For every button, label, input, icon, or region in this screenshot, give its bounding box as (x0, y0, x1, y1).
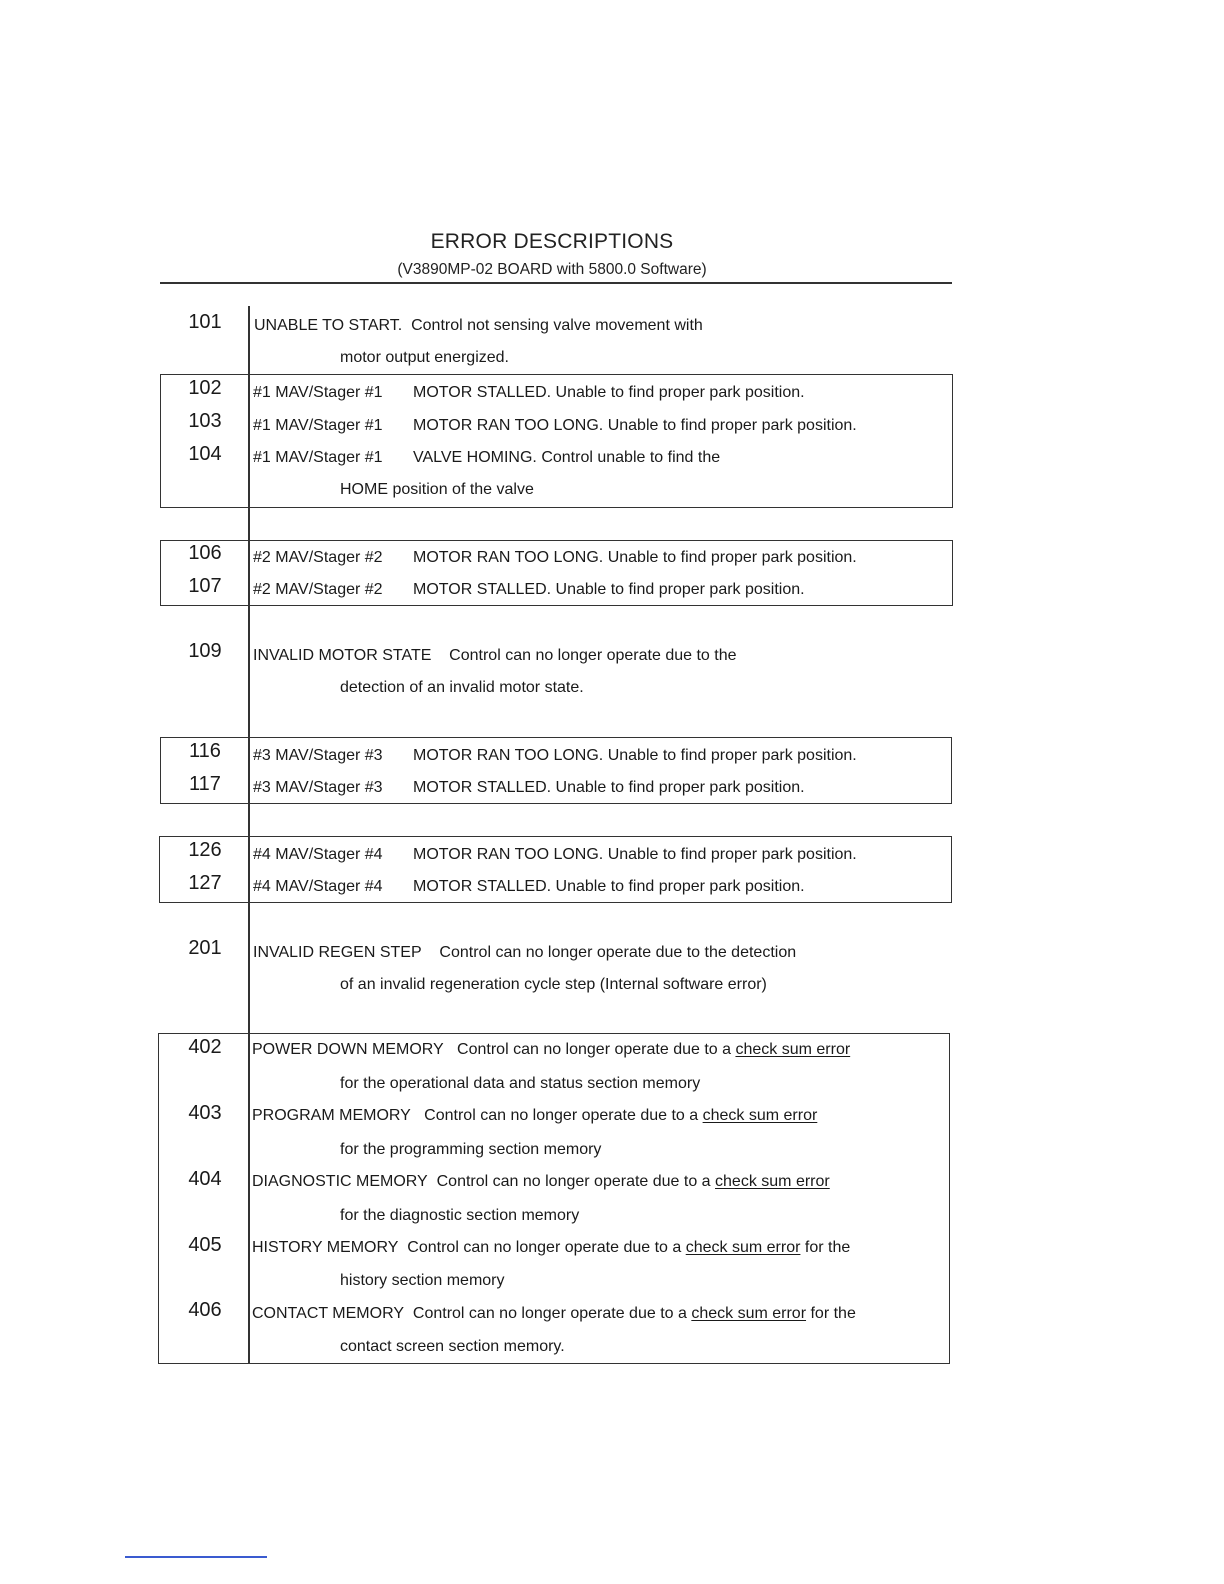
error-code: 405 (188, 1234, 222, 1256)
page-subtitle: (V3890MP-02 BOARD with 5800.0 Software) (397, 261, 707, 278)
error-label: INVALID REGEN STEP (253, 944, 422, 961)
error-description (253, 846, 857, 864)
error-description (252, 1305, 856, 1323)
mav-label: #1 MAV/Stager #1 (253, 384, 383, 401)
header-rule (160, 282, 952, 284)
error-text: MOTOR STALLED. Unable to find proper park position. (413, 779, 805, 796)
error-label: UNABLE TO START. (254, 317, 403, 334)
mav-label: #2 MAV/Stager #2 (253, 581, 383, 598)
error-code: 406 (188, 1299, 222, 1321)
check-sum-link: check sum error (685, 1239, 801, 1256)
error-text: MOTOR RAN TOO LONG. Unable to find proper park position. (413, 747, 857, 764)
error-text: MOTOR RAN TOO LONG. Unable to find proper park position. (413, 846, 857, 863)
error-code: 104 (188, 443, 222, 465)
error-text: MOTOR STALLED. Unable to find proper park position. (413, 581, 805, 598)
error-text-after: for the (804, 1239, 851, 1256)
check-sum-link: check sum error (715, 1173, 830, 1190)
error-label: INVALID MOTOR STATE (253, 647, 432, 664)
error-continuation: for the diagnostic section memory (340, 1207, 580, 1224)
error-continuation: for the programming section memory (340, 1141, 602, 1158)
error-label: CONTACT MEMORY (252, 1305, 405, 1322)
error-continuation: for the operational data and status section memory (340, 1075, 701, 1092)
error-code: 126 (188, 839, 222, 861)
error-description (253, 878, 805, 896)
error-code: 403 (188, 1102, 222, 1124)
error-text: MOTOR RAN TOO LONG. Unable to find proper park position. (413, 417, 857, 434)
error-description (253, 779, 805, 797)
error-text: VALVE HOMING. Control unable to find the (413, 449, 721, 466)
error-description (252, 1041, 855, 1059)
mav-label: #2 MAV/Stager #2 (253, 549, 383, 566)
error-continuation: detection of an invalid motor state. (340, 679, 584, 696)
error-description (253, 944, 796, 962)
error-code: 101 (188, 311, 222, 333)
error-text: Control can no longer operate due to a (407, 1239, 682, 1256)
footnote-rule (125, 1556, 267, 1558)
error-code: 109 (188, 640, 222, 662)
error-code: 103 (188, 410, 222, 432)
error-label: POWER DOWN MEMORY (252, 1041, 444, 1058)
error-description (253, 647, 736, 665)
mav-label: #4 MAV/Stager #4 (253, 846, 383, 863)
error-text: Control can no longer operate due to a (436, 1173, 711, 1190)
error-description (254, 317, 703, 335)
check-sum-link: check sum error (691, 1305, 807, 1322)
error-text-after: for the (810, 1305, 856, 1322)
mav-label: #3 MAV/Stager #3 (253, 779, 383, 796)
error-text: Control can no longer operate due to the detection (439, 944, 797, 961)
error-text: Control can no longer operate due to a (457, 1041, 732, 1058)
error-text: Control not sensing valve movement with (411, 317, 703, 334)
error-code: 117 (189, 773, 221, 795)
mav-label: #1 MAV/Stager #1 (253, 417, 383, 434)
error-code: 102 (188, 377, 222, 399)
error-description (253, 549, 857, 567)
mav-label: #4 MAV/Stager #4 (253, 878, 383, 895)
error-code: 201 (188, 937, 222, 959)
error-continuation: of an invalid regeneration cycle step (Internal software error) (340, 976, 767, 993)
error-code: 107 (188, 575, 222, 597)
error-text: MOTOR STALLED. Unable to find proper park position. (413, 384, 805, 401)
error-text: Control can no longer operate due to the (449, 647, 737, 664)
error-text: Control can no longer operate due to a (412, 1305, 687, 1322)
error-label: PROGRAM MEMORY (252, 1107, 411, 1124)
error-description (253, 747, 857, 765)
error-description (253, 449, 720, 467)
error-code: 404 (188, 1168, 222, 1190)
error-label: HISTORY MEMORY (252, 1239, 399, 1256)
error-description (253, 384, 805, 402)
error-description (252, 1239, 850, 1257)
mav-label: #3 MAV/Stager #3 (253, 747, 383, 764)
error-code: 116 (189, 740, 221, 762)
error-description (252, 1107, 822, 1125)
mav-label: #1 MAV/Stager #1 (253, 449, 383, 466)
page-title: ERROR DESCRIPTIONS (430, 230, 674, 253)
error-continuation: motor output energized. (340, 349, 509, 366)
error-text: MOTOR RAN TOO LONG. Unable to find proper park position. (413, 549, 857, 566)
error-code: 127 (188, 872, 222, 894)
error-label: DIAGNOSTIC MEMORY (252, 1173, 428, 1190)
error-description (253, 581, 805, 599)
error-code: 402 (188, 1036, 222, 1058)
error-continuation: contact screen section memory. (340, 1338, 565, 1355)
error-code: 106 (188, 542, 222, 564)
error-description (253, 417, 857, 435)
error-text: MOTOR STALLED. Unable to find proper park position. (413, 878, 805, 895)
check-sum-link: check sum error (735, 1041, 851, 1058)
error-continuation: history section memory (340, 1272, 505, 1289)
error-text: Control can no longer operate due to a (424, 1107, 699, 1124)
error-description (252, 1173, 834, 1191)
check-sum-link: check sum error (702, 1107, 818, 1124)
error-continuation: HOME position of the valve (340, 481, 534, 498)
